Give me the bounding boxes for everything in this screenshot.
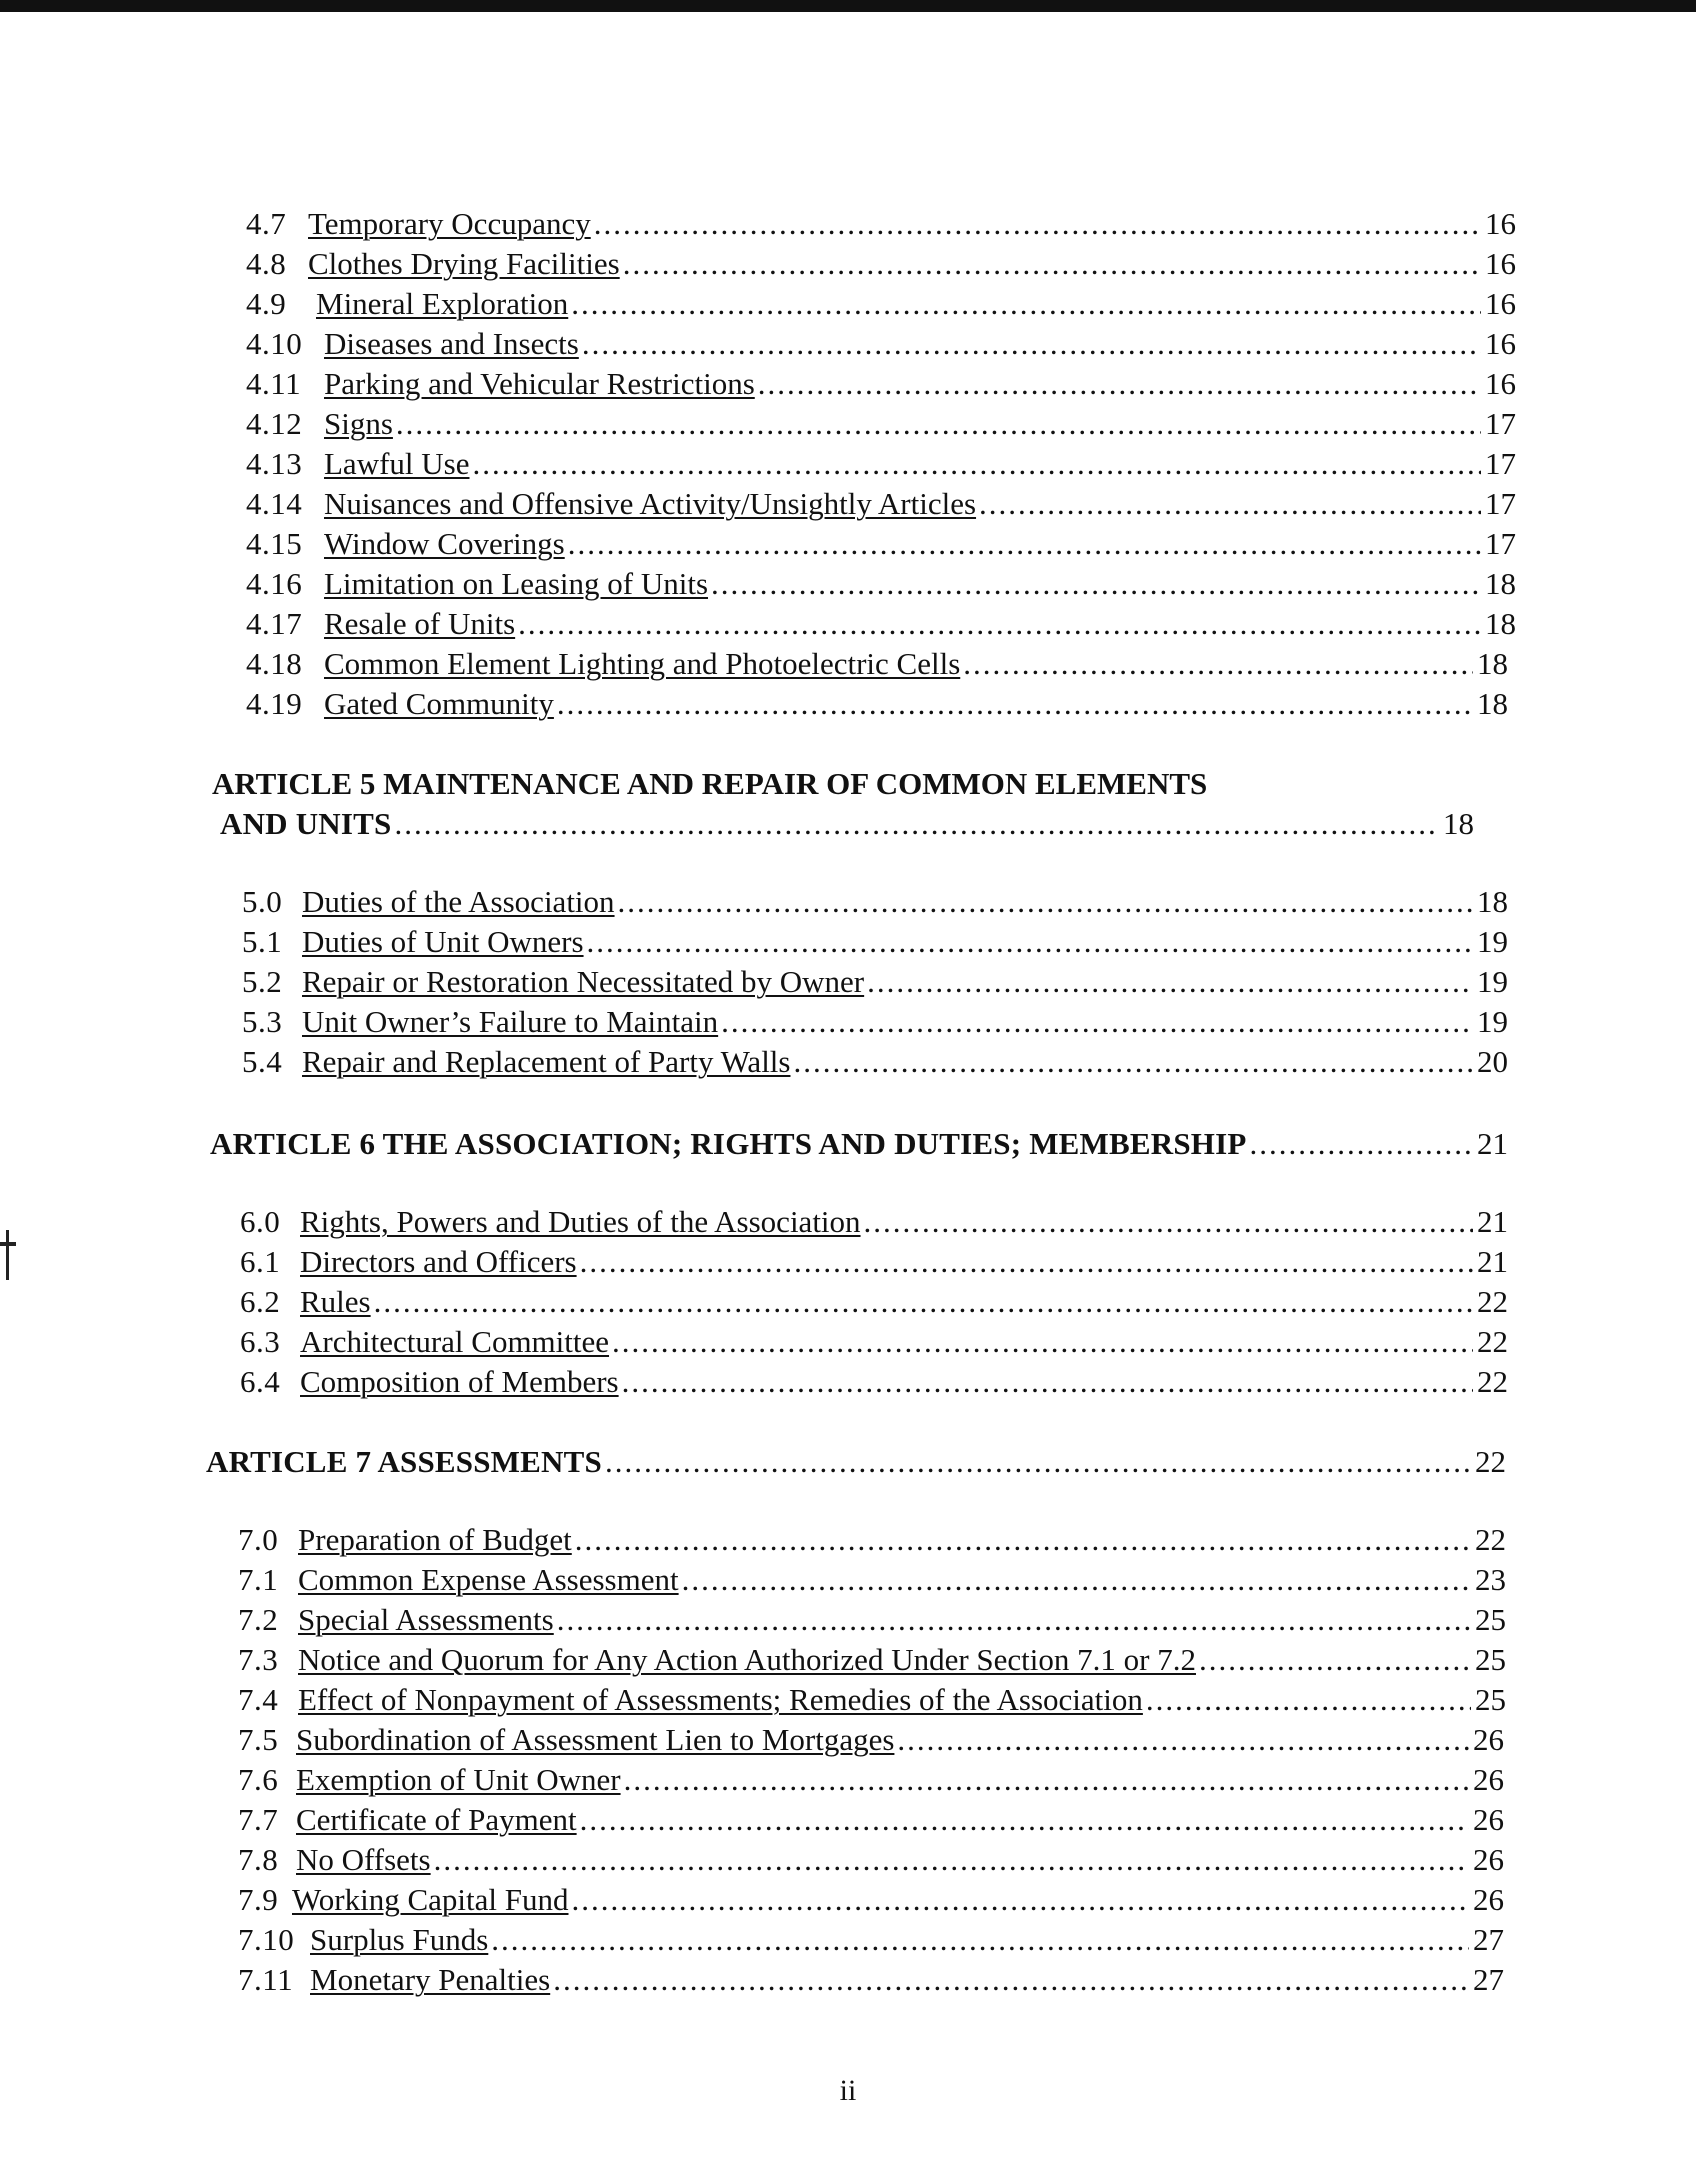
section-number: 7.9 — [238, 1882, 279, 1917]
page-number: 18 — [1477, 884, 1508, 919]
dot-leader — [711, 566, 1481, 602]
toc-entry-4-9[interactable] — [246, 286, 1516, 322]
toc-entry-7-8[interactable] — [238, 1842, 1504, 1878]
page-number: 21 — [1477, 1126, 1508, 1161]
section-title[interactable]: Surplus Funds — [310, 1922, 489, 1957]
dot-leader — [867, 964, 1473, 1000]
dot-leader — [623, 246, 1481, 282]
section-number: 5.0 — [242, 884, 283, 919]
section-number: 7.3 — [238, 1642, 279, 1677]
dot-leader — [1199, 1642, 1471, 1678]
section-title[interactable]: Monetary Penalties — [310, 1962, 551, 1997]
page-number: 18 — [1477, 686, 1508, 721]
dot-leader — [587, 924, 1473, 960]
section-number: 7.0 — [238, 1522, 279, 1557]
dot-leader — [864, 1204, 1473, 1240]
dot-leader — [1146, 1682, 1471, 1718]
page-number: 18 — [1485, 606, 1516, 641]
page-number: 25 — [1475, 1602, 1506, 1637]
page-number: 16 — [1485, 286, 1516, 321]
section-number: 7.8 — [238, 1842, 279, 1877]
toc-entry-6-1[interactable] — [240, 1244, 1508, 1280]
section-title[interactable]: Duties of the Association — [302, 884, 615, 919]
section-title[interactable]: Certificate of Payment — [296, 1802, 577, 1837]
section-title[interactable]: Lawful Use — [324, 446, 470, 481]
section-title[interactable]: Common Element Lighting and Photoelectric Cells — [324, 646, 961, 681]
section-title[interactable]: Exemption of Unit Owner — [296, 1762, 621, 1797]
page-number: 19 — [1477, 1004, 1508, 1039]
toc-entry-7-7[interactable] — [238, 1802, 1504, 1838]
dot-leader — [568, 526, 1481, 562]
section-number: 4.12 — [246, 406, 303, 441]
section-title[interactable]: Limitation on Leasing of Units — [324, 566, 709, 601]
section-number: 7.11 — [238, 1962, 294, 1997]
section-number: 7.10 — [238, 1922, 295, 1957]
page-number: 20 — [1477, 1044, 1508, 1079]
section-title[interactable]: Nuisances and Offensive Activity/Unsightly Articles — [324, 486, 977, 521]
page-number: 18 — [1477, 646, 1508, 681]
dot-leader — [624, 1762, 1469, 1798]
section-number: 7.4 — [238, 1682, 279, 1717]
dot-leader — [758, 366, 1481, 402]
section-title[interactable]: Mineral Exploration — [316, 286, 569, 321]
section-title[interactable]: Effect of Nonpayment of Assessments; Remedies of the Association — [298, 1682, 1143, 1717]
section-title[interactable]: Signs — [324, 406, 393, 441]
toc-entry-4-14[interactable] — [246, 486, 1516, 522]
toc-entry-4-15[interactable] — [246, 526, 1516, 562]
section-title[interactable]: Composition of Members — [300, 1364, 619, 1399]
page-number: 22 — [1477, 1324, 1508, 1359]
section-number: 4.11 — [246, 366, 302, 401]
section-title[interactable]: Clothes Drying Facilities — [308, 246, 620, 281]
toc-entry-5-1[interactable] — [242, 924, 1508, 960]
page-number: 21 — [1477, 1244, 1508, 1279]
section-title[interactable]: Parking and Vehicular Restrictions — [324, 366, 755, 401]
section-title[interactable]: Diseases and Insects — [324, 326, 579, 361]
section-title[interactable]: Directors and Officers — [300, 1244, 577, 1279]
dot-leader — [594, 206, 1481, 242]
dot-leader — [472, 446, 1481, 482]
dot-leader — [557, 1602, 1471, 1638]
section-title[interactable]: Subordination of Assessment Lien to Mortgages — [296, 1722, 895, 1757]
section-number: 7.7 — [238, 1802, 279, 1837]
dot-leader — [897, 1722, 1469, 1758]
toc-entry-7-9[interactable] — [238, 1882, 1504, 1918]
section-title[interactable]: Duties of Unit Owners — [302, 924, 584, 959]
section-title[interactable]: Gated Community — [324, 686, 554, 721]
section-title[interactable]: Special Assessments — [298, 1602, 554, 1637]
dot-leader — [572, 1882, 1470, 1918]
section-title[interactable]: Preparation of Budget — [298, 1522, 572, 1557]
section-title[interactable]: Window Coverings — [324, 526, 565, 561]
page-number: 21 — [1477, 1204, 1508, 1239]
page-number: 17 — [1485, 406, 1516, 441]
article-title[interactable]: ARTICLE 7 ASSESSMENTS — [206, 1444, 602, 1479]
toc-entry-6-3[interactable] — [240, 1324, 1508, 1360]
section-title[interactable]: Rules — [300, 1284, 371, 1319]
toc-entry-4-13[interactable] — [246, 446, 1516, 482]
dot-leader — [575, 1522, 1471, 1558]
page-number: 23 — [1475, 1562, 1506, 1597]
section-number: 6.4 — [240, 1364, 281, 1399]
toc-entry-article-7[interactable] — [206, 1444, 1506, 1480]
section-title[interactable]: Unit Owner’s Failure to Maintain — [302, 1004, 719, 1039]
section-number: 4.17 — [246, 606, 303, 641]
page-number: 17 — [1485, 486, 1516, 521]
section-number: 5.1 — [242, 924, 283, 959]
toc-entry-4-17[interactable] — [246, 606, 1516, 642]
page-number: 26 — [1473, 1762, 1504, 1797]
toc-entry-4-18[interactable] — [246, 646, 1508, 682]
dot-leader — [434, 1842, 1469, 1878]
section-number: 4.9 — [246, 286, 287, 321]
section-title[interactable]: Rights, Powers and Duties of the Association — [300, 1204, 861, 1239]
section-title[interactable]: Common Expense Assessment — [298, 1562, 679, 1597]
dot-leader — [1250, 1126, 1474, 1162]
section-number: 5.4 — [242, 1044, 283, 1079]
page-number: 27 — [1473, 1922, 1504, 1957]
toc-entry-5-0[interactable] — [242, 884, 1508, 920]
toc-entry-article-5[interactable] — [220, 806, 1474, 842]
section-number: 6.2 — [240, 1284, 281, 1319]
toc-entry-7-2[interactable] — [238, 1602, 1506, 1638]
dot-leader — [491, 1922, 1469, 1958]
section-number: 7.1 — [238, 1562, 279, 1597]
page-number: 22 — [1477, 1364, 1508, 1399]
dot-leader — [582, 326, 1481, 362]
dot-leader — [605, 1444, 1471, 1480]
dot-leader — [622, 1364, 1473, 1400]
section-number: 4.19 — [246, 686, 303, 721]
toc-entry-7-10[interactable] — [238, 1922, 1504, 1958]
toc-entry-7-4[interactable] — [238, 1682, 1506, 1718]
page-number: 18 — [1443, 806, 1474, 841]
toc-entry-5-3[interactable] — [242, 1004, 1508, 1040]
page-number: 18 — [1485, 566, 1516, 601]
section-title[interactable]: Repair or Restoration Necessitated by Owner — [302, 964, 865, 999]
page-number: 22 — [1477, 1284, 1508, 1319]
toc-entry-4-10[interactable] — [246, 326, 1516, 362]
page-number: 26 — [1473, 1882, 1504, 1917]
section-number: 6.0 — [240, 1204, 281, 1239]
dot-leader — [557, 686, 1473, 722]
page-number: 19 — [1477, 924, 1508, 959]
section-number: 4.7 — [246, 206, 287, 241]
toc-entry-7-0[interactable] — [238, 1522, 1506, 1558]
dot-leader — [580, 1802, 1469, 1838]
section-number: 7.5 — [238, 1722, 279, 1757]
toc-entry-7-5[interactable] — [238, 1722, 1504, 1758]
page-number: 16 — [1485, 326, 1516, 361]
page-footer-number: ii — [839, 2074, 857, 2107]
toc-entry-5-2[interactable] — [242, 964, 1508, 1000]
dot-leader — [374, 1284, 1473, 1320]
dot-leader — [394, 806, 1439, 842]
section-title[interactable]: Repair and Replacement of Party Walls — [302, 1044, 791, 1079]
toc-entry-6-2[interactable] — [240, 1284, 1508, 1320]
dot-leader — [396, 406, 1481, 442]
toc-entry-4-19[interactable] — [246, 686, 1508, 722]
toc-entry-7-1[interactable] — [238, 1562, 1506, 1598]
dot-leader — [682, 1562, 1471, 1598]
toc-entry-4-11[interactable] — [246, 366, 1516, 402]
section-number: 6.3 — [240, 1324, 281, 1359]
dot-leader — [618, 884, 1473, 920]
page-number: 16 — [1485, 366, 1516, 401]
toc-entry-7-3[interactable] — [238, 1642, 1506, 1678]
section-number: 7.6 — [238, 1762, 279, 1797]
section-number: 4.15 — [246, 526, 303, 561]
section-number: 5.2 — [242, 964, 283, 999]
dot-leader — [793, 1044, 1473, 1080]
toc-entry-4-16[interactable] — [246, 566, 1516, 602]
page-number: 27 — [1473, 1962, 1504, 1997]
section-title[interactable]: No Offsets — [296, 1842, 431, 1877]
section-title[interactable]: Temporary Occupancy — [308, 206, 591, 241]
toc-entry-7-6[interactable] — [238, 1762, 1504, 1798]
toc-entry-4-8[interactable] — [246, 246, 1516, 282]
section-number: 4.18 — [246, 646, 303, 681]
section-number: 4.10 — [246, 326, 303, 361]
section-number: 5.3 — [242, 1004, 283, 1039]
page-number: 26 — [1473, 1802, 1504, 1837]
dot-leader — [580, 1244, 1473, 1280]
toc-entry-7-11[interactable] — [238, 1962, 1504, 1998]
dot-leader — [612, 1324, 1473, 1360]
section-number: 4.8 — [246, 246, 287, 281]
toc-entry-article-6[interactable] — [210, 1126, 1508, 1162]
page-number: 16 — [1485, 206, 1516, 241]
dot-leader — [553, 1962, 1469, 1998]
page-number: 16 — [1485, 246, 1516, 281]
toc-entry-5-4[interactable] — [242, 1044, 1508, 1080]
page-number: 25 — [1475, 1642, 1506, 1677]
page-number: 26 — [1473, 1722, 1504, 1757]
article-title[interactable]: AND UNITS — [220, 806, 392, 841]
dot-leader — [571, 286, 1481, 322]
toc-entry-6-4[interactable] — [240, 1364, 1508, 1400]
article-title[interactable]: ARTICLE 6 THE ASSOCIATION; RIGHTS AND DUTIES; MEMBERSHIP — [210, 1126, 1247, 1161]
section-title[interactable]: Architectural Committee — [300, 1324, 610, 1359]
page-number: 19 — [1477, 964, 1508, 999]
section-title[interactable]: Resale of Units — [324, 606, 516, 641]
page-number: 26 — [1473, 1842, 1504, 1877]
section-number: 6.1 — [240, 1244, 281, 1279]
section-number: 4.16 — [246, 566, 303, 601]
section-number: 4.13 — [246, 446, 303, 481]
page-number: 22 — [1475, 1522, 1506, 1557]
section-number: 7.2 — [238, 1602, 279, 1637]
page-number: 25 — [1475, 1682, 1506, 1717]
toc-entry-6-0[interactable] — [240, 1204, 1508, 1240]
page-number: 17 — [1485, 446, 1516, 481]
dot-leader — [979, 486, 1481, 522]
section-title[interactable]: Working Capital Fund — [292, 1882, 569, 1917]
dot-leader — [721, 1004, 1473, 1040]
section-number: 4.14 — [246, 486, 303, 521]
page-number: 17 — [1485, 526, 1516, 561]
section-title[interactable]: Notice and Quorum for Any Action Authorized Under Section 7.1 or 7.2 — [298, 1642, 1196, 1677]
dot-leader — [518, 606, 1481, 642]
article-5-heading: ARTICLE 5 MAINTENANCE AND REPAIR OF COMMON ELEMENTS — [212, 766, 1208, 801]
toc-entry-4-7[interactable] — [246, 206, 1516, 242]
toc-entry-4-12[interactable] — [246, 406, 1516, 442]
dot-leader — [963, 646, 1473, 682]
page-number: 22 — [1475, 1444, 1506, 1479]
